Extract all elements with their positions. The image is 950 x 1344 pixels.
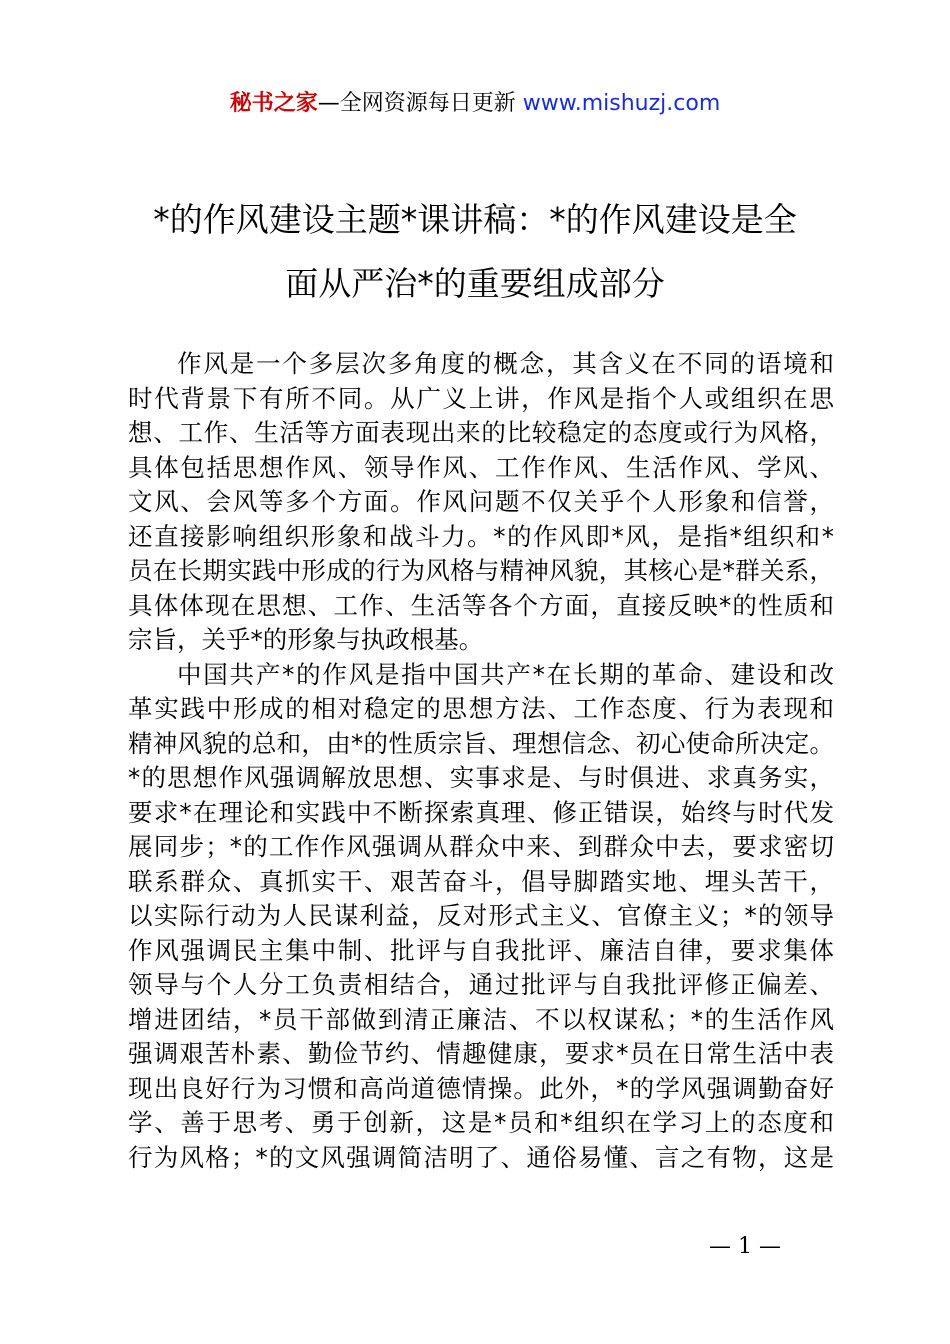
document-title — [120, 188, 830, 316]
paragraph-line: 精神风貌的总和，由*的性质宗旨、理想信念、初心使命所决定。 — [128, 728, 834, 758]
document-body — [128, 347, 834, 1175]
page-number: — 1 — — [709, 1234, 781, 1259]
paragraph-line: 文风、会风等多个方面。作风问题不仅关乎个人形象和信誉， — [128, 487, 834, 516]
site-header — [0, 88, 950, 120]
paragraph-line: 宗旨，关乎*的形象与执政根基。 — [128, 625, 484, 654]
paragraph-line: 还直接影响组织形象和战斗力。*的作风即*风，是指*组织和* — [128, 521, 834, 551]
paragraph-line: 增进团结，*员干部做到清正廉洁、不以权谋私；*的生活作风 — [128, 1004, 834, 1034]
site-url-link[interactable]: www.mishuzj.com — [522, 91, 721, 116]
paragraph-line: 要求*在理论和实践中不断探索真理、修正错误，始终与时代发 — [128, 797, 834, 827]
paragraph-line: 领导与个人分工负责相结合，通过批评与自我批评修正偏差、 — [128, 970, 834, 999]
paragraph-line: 员在长期实践中形成的行为风格与精神风貌，其核心是*群关系， — [128, 556, 834, 585]
title-line-2: 面从严治*的重要组成部分 — [285, 264, 665, 303]
title-line-1: *的作风建设主题*课讲稿：*的作风建设是全 — [153, 200, 797, 239]
paragraph-line: 现出良好行为习惯和高尚道德情操。此外，*的学风强调勤奋好 — [128, 1073, 834, 1103]
paragraph-line: 具体体现在思想、工作、生活等各个方面，直接反映*的性质和 — [128, 590, 834, 620]
paragraph-line: 展同步；*的工作作风强调从群众中来、到群众中去，要求密切 — [128, 832, 834, 861]
paragraph-line: *的思想作风强调解放思想、实事求是、与时俱进、求真务实， — [128, 763, 834, 792]
paragraph-line: 以实际行动为人民谋利益，反对形式主义、官僚主义；*的领导 — [128, 901, 834, 930]
paragraph-2 — [128, 658, 834, 1176]
paragraph-line: 学、善于思考、勇于创新，这是*员和*组织在学习上的态度和 — [128, 1108, 834, 1137]
paragraph-line: 时代背景下有所不同。从广义上讲，作风是指个人或组织在思 — [128, 383, 834, 413]
paragraph-line: 中国共产*的作风是指中国共产*在长期的革命、建设和改 — [177, 659, 834, 689]
paragraph-line: 作风强调民主集中制、批评与自我批评、廉洁自律，要求集体 — [128, 935, 834, 965]
paragraph-line: 联系群众、真抓实干、艰苦奋斗，倡导脚踏实地、埋头苦干， — [128, 866, 834, 896]
header-tagline: —全网资源每日更新 — [317, 91, 523, 116]
paragraph-line: 革实践中形成的相对稳定的思想方法、工作态度、行为表现和 — [128, 694, 834, 723]
paragraph-line: 具体包括思想作风、领导作风、工作作风、生活作风、学风、 — [128, 452, 834, 482]
paragraph-line: 想、工作、生活等方面表现出来的比较稳定的态度或行为风格， — [128, 418, 834, 447]
paragraph-line: 作风是一个多层次多角度的概念，其含义在不同的语境和 — [177, 349, 834, 378]
paragraph-line: 强调艰苦朴素、勤俭节约、情趣健康，要求*员在日常生活中表 — [128, 1039, 834, 1068]
brand-name: 秘书之家 — [229, 91, 318, 116]
paragraph-1 — [128, 347, 834, 658]
paragraph-line: 行为风格；*的文风强调简洁明了、通俗易懂、言之有物，这是 — [128, 1142, 834, 1172]
